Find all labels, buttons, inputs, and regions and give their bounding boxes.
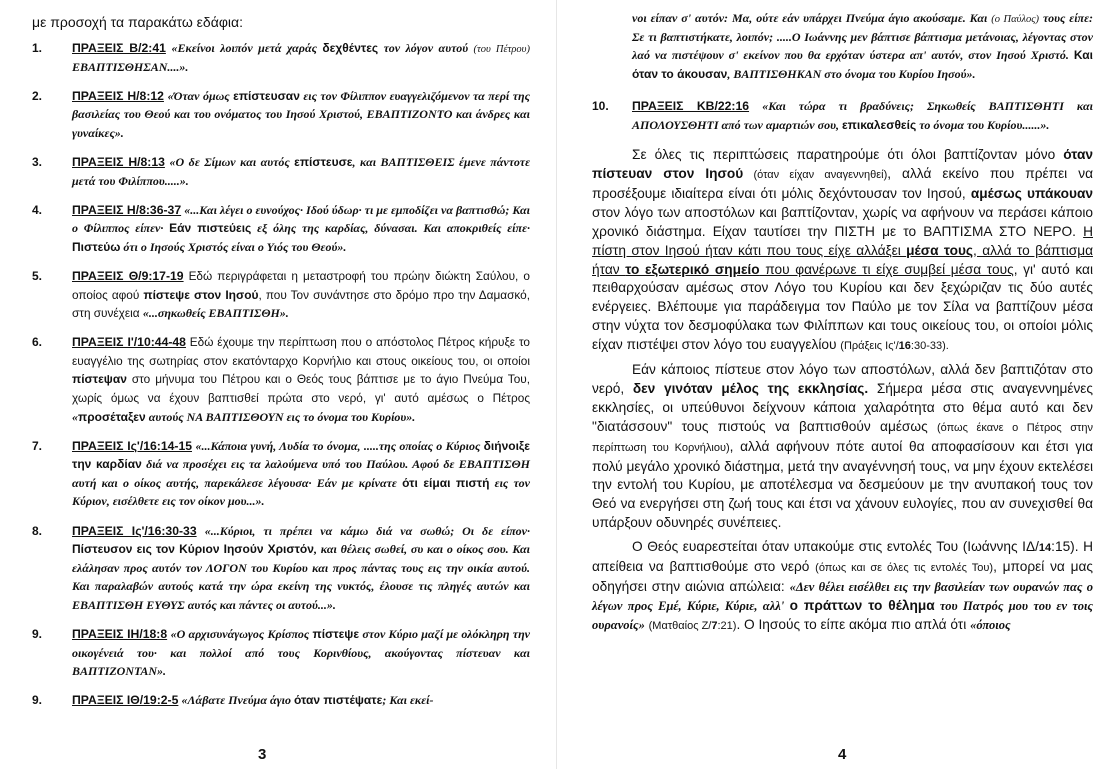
verse-item xyxy=(32,202,530,258)
scripture-reference: ΠΡΑΞΕΙΣ ΙΘ/19:2-5 xyxy=(72,693,179,708)
text-run: 7 xyxy=(711,619,718,632)
text-run: «...σηκωθείς ΕΒΑΠΤΙΣΘΗ». xyxy=(142,306,289,321)
body-paragraph xyxy=(592,146,1093,356)
text-run: (όπως έκανε ο Πέτρος στην περίπτωση του Κορνήλιου) xyxy=(592,421,1093,454)
verse-continuation xyxy=(592,10,1093,84)
verse-number: 6. xyxy=(32,335,43,350)
verse-list xyxy=(32,40,530,711)
scripture-reference: ΠΡΑΞΕΙΣ Θ/9:17-19 xyxy=(72,268,184,283)
text-run: προσέταξεν xyxy=(78,409,146,424)
text-run: «...Και λέγει ο ευνούχος· Ιδού ύδωρ· τι με εμποδίζει να βαπτισθώ; Και ο Φίλιππος είπεν· xyxy=(72,202,530,236)
text-run: «Όταν όμως xyxy=(167,88,234,103)
text-run: , που Τον συνάντησε στο δρόμο προ την Δαμασκό, στη συνέχεια xyxy=(72,287,530,321)
text-run: «Δεν θέλει εισέλθει εις την βασιλείαν των ουρανών πας ο λέγων προς Εμέ, Κύριε, Κύριε, αλλ' xyxy=(592,580,1093,613)
text-run: μέσα τους xyxy=(906,242,974,258)
text-run: όταν πιστέψατε xyxy=(293,693,383,708)
scripture-reference: ΠΡΑΞΕΙΣ Ις'/16:30-33 xyxy=(72,523,197,538)
text-run: , αλλά εκείνο που πρέπει να προσέξουμε ιδιαίτερα είναι ότι μόλις δεχόντουσαν τον Ιησού, xyxy=(592,165,1093,201)
verse-text xyxy=(72,88,530,144)
verse-text xyxy=(72,40,530,77)
text-run: αυτούς ΝΑ ΒΑΠΤΙΣΘΟΥΝ εις το όνομα του Κυρίου». xyxy=(145,409,416,424)
text-run: πίστεψαν xyxy=(72,372,127,387)
scripture-reference: ΠΡΑΞΕΙΣ ΚΒ/22:16 xyxy=(632,99,750,114)
text-run: Πιστεύω xyxy=(72,239,121,254)
text-run: (του Πέτρου) xyxy=(473,44,530,55)
text-run: του Πατρός μου του εν τοις ουρανοίς» xyxy=(592,598,1093,632)
verse-number: 5. xyxy=(32,268,43,283)
verse-item xyxy=(32,692,530,711)
verse-item xyxy=(32,523,530,616)
text-run: «Και τώρα τι βραδύνεις; Σηκωθείς ΒΑΠΤΙΣΘΗΤΙ και ΑΠΟΛΟΥΣΘΗΤΙ από των αμαρτιών σου, xyxy=(632,99,1093,132)
page-number: 4 xyxy=(838,746,847,763)
verse-text xyxy=(72,523,530,616)
verse-item xyxy=(32,268,530,324)
text-run: το εξωτερικό σημείο xyxy=(625,261,760,277)
verse-number: 2. xyxy=(32,88,43,103)
text-run: Εάν κάποιος πίστευε στον λόγο των αποστόλων, αλλά δεν βαπτιζόταν στο νερό, xyxy=(592,362,1093,396)
text-run: στον λόγο των αποστόλων και βαπτίζονταν, χωρίς να αφήνουν να περάσει κάποιο χρονικό διάστημα. Είχαν ταυτίσει την ΠΙΣΤΗ με το ΒΑΠΤΙΣΜΑ ΣΤΟ ΝΕΡΟ. xyxy=(592,204,1093,239)
verse-item xyxy=(32,88,530,144)
text-run: (όταν είχαν αναγεννηθεί) xyxy=(743,168,888,181)
text-run: που φανέρωνε τι είχε συμβεί μέσα τους xyxy=(759,261,1014,277)
body-text xyxy=(592,146,1093,636)
verse-item xyxy=(32,154,530,191)
verse-number: 7. xyxy=(32,438,43,453)
verse-item xyxy=(32,334,530,427)
verse-item xyxy=(32,626,530,682)
body-paragraph xyxy=(592,538,1093,636)
intro-line: με προσοχή τα παρακάτω εδάφια: xyxy=(32,14,243,30)
text-run: «Λάβατε Πνεύμα άγιο xyxy=(181,693,294,708)
text-run: . Ο Ιησούς το είπε ακόμα πιο απλά ότι xyxy=(736,616,971,632)
text-run: Ο Θεός ευαρεστείται όταν υπακούμε στις εντολές Του (Ιωάννης ΙΔ/ xyxy=(632,539,1039,555)
body-paragraph xyxy=(592,361,1093,533)
text-run: αμέσως υπάκουαν xyxy=(970,185,1093,201)
verse-list xyxy=(592,98,1093,135)
text-run: , γι' αυτό και πειθαρχούσαν αμέσως στον Λόγο του Κυρίου και δεν ξεχώριζαν τις δύο αυτές ενέργειες. Βλέπουμε για παράδειγμα τον Παύλο με τον Σίλα να βαπτίζουν μέσα στην νύχτα τον δεσμοφύλακα των Φιλίππων και τους οικείους του, οι οποίοι μόλις είχαν πιστέψει στον λόγο του ευαγγελίου xyxy=(592,261,1094,353)
text-run: , αλλά αφήνουν πότε αυτοί θα αποφασίσουν και έτσι για πολύ μεγάλο χρονικό διάστημα, μετά την αναγέννησή τους, να μην έχουν εκτελέσει την εντολή του Κυρίου, με αποτέλεσμα να δεσμεύουν με την ανυπακοή τους τον Θεό να ενεργήσει στη ζωή τους και έτσι να χάνουν ευλογίες, που αν συνεχισθεί θα υπάρξουν οδυνηρές συνέπειες. xyxy=(592,438,1093,531)
text-run: , και θέλεις σωθεί, συ και ο οίκος σου. Και ελάλησαν προς αυτόν τον ΛΟΓΟΝ του Κυρίου και προς πάντας τους εις την οικία αυτού. Και παραλαβών αυτούς κατά την ώρα εκείνη της νυκτός, έλουσε τις πληγές αυτών και ΕΒΑΠΤΙΣΘΗ ΕΥΘΥΣ αυτός και πάντες οι αυτού...». xyxy=(72,542,530,612)
text-run: Σήμερα μέσα στις αναγεννημένες εκκλησίες, οι υπεύθυνοι δείχνουν κάποια χαλαρότητα στο θέμα αυτό και δεν "διατάσσουν" τους πιστούς να βαπτισθούν αμέσως xyxy=(592,380,1093,434)
scripture-reference: ΠΡΑΞΕΙΣ ΙΗ/18:8 xyxy=(72,627,168,642)
verse-text xyxy=(72,692,530,711)
text-run: Εδώ έχουμε την περίπτωση που ο απόστολος Πέτρος κήρυξε το ευαγγέλιο της σωτηρίας στον εκατόνταρχο Κορνήλιο και στους οικείους του, οι οποίοι xyxy=(72,335,530,368)
scripture-reference: ΠΡΑΞΕΙΣ Ι'/10:44-48 xyxy=(72,335,186,350)
text-run: Η πίστη στον Ιησού ήταν κάτι που τους είχε αλλάξει xyxy=(592,223,1093,258)
text-run: τον λόγον αυτού xyxy=(378,41,474,55)
text-run: (Ματθαίος Ζ/ xyxy=(648,619,712,632)
verse-number: 4. xyxy=(32,202,43,217)
text-run: , μπορεί να μας οδηγήσει στην αιώνια απώλεια: xyxy=(592,559,1093,594)
text-run: Σε όλες τις περιπτώσεις παρατηρούμε ότι όλοι βαπτίζονταν μόνο xyxy=(632,147,1064,163)
text-run: διά να προσέχει εις τα λαλούμενα υπό του Παύλου. Αφού δε ΕΒΑΠΤΙΣΘΗ αυτή και ο οίκος αυτής, παρεκάλεσε λέγουσα· Εάν με κρίνατε xyxy=(72,457,530,490)
text-run: πίστεψε xyxy=(312,627,360,642)
right-page xyxy=(572,0,1115,769)
verse-item xyxy=(32,40,530,77)
verse-text xyxy=(72,202,530,258)
scripture-reference: ΠΡΑΞΕΙΣ Η/8:12 xyxy=(72,88,164,103)
text-run: (όπως και σε όλες τις εντολές Του) xyxy=(815,562,994,575)
text-run: ότι είμαι πιστή xyxy=(402,475,490,490)
verse-text xyxy=(72,626,530,682)
verse-text xyxy=(72,268,530,324)
scripture-reference: ΠΡΑΞΕΙΣ Ις'/16:14-15 xyxy=(72,438,192,453)
text-run: Και όταν το άκουσαν xyxy=(632,48,1093,81)
text-run: ; Και εκεί- xyxy=(382,693,434,708)
text-run: όταν πίστευαν στον Ιησού xyxy=(592,147,1093,181)
text-run: , ΒΑΠΤΙΣΘΗΚΑΝ στο όνομα του Κυρίου Ιησού». xyxy=(727,66,976,81)
verse-number: 3. xyxy=(32,154,43,169)
left-page xyxy=(0,0,548,769)
verse-text xyxy=(72,438,530,512)
text-run: το όνομα του Κυρίου......». xyxy=(916,117,1050,132)
text-run: δεχθέντες xyxy=(322,41,379,55)
text-run: «Ο δε Σίμων και αυτός xyxy=(169,154,295,169)
verse-text xyxy=(632,98,1093,135)
text-run: διήνοιξε την καρδίαν xyxy=(72,438,530,472)
verse-number: 10. xyxy=(592,99,609,114)
text-run: (Πράξεις Ις'/ xyxy=(840,340,899,353)
text-run: δεν γινόταν μέλος της εκκλησίας. xyxy=(632,380,869,396)
verse-item xyxy=(32,438,530,512)
text-run: επικαλεσθείς xyxy=(841,117,917,132)
text-run: τους είπε: Σε τι βαπτιστήκατε, λοιπόν; .....Ο Ιωάννης μεν βάπτισε βάπτισμα μετάνοιας, λέγοντας στον λαό να πιστέψουν σ' εκείνον που θα ερχόταν ύστερα απ' αυτόν, στον Ιησού Χριστό. xyxy=(632,11,1094,63)
text-run: , και ΒΑΠΤΙΣΘΕΙΣ έμενε πάντοτε μετά του Φιλίππου.....». xyxy=(72,154,530,188)
text-run: «Ο αρχισυνάγωγος Κρίσπος xyxy=(170,627,313,642)
scripture-reference: ΠΡΑΞΕΙΣ Η/8:13 xyxy=(72,154,165,169)
text-run: Εδώ περιγράφεται η μεταστροφή του πρώην διώκτη Σαύλου, ο οποίος αφού xyxy=(72,268,530,302)
text-run: (ο Παύλος) xyxy=(991,14,1040,25)
text-run: εξ όλης της καρδίας, δύνασαι. Και αποκριθείς είπε· xyxy=(251,221,530,236)
text-run: στο μήνυμα του Πέτρου και ο Θεός τους βάπτισε με το άγιο Πνεύμα Του, χωρίς όμως να έχουν βαπτισθεί πρώτα στο νερό, γι' αυτό αμέσως ο Πέτρος xyxy=(72,372,530,405)
text-run: :15). Η απείθεια να βαπτισθούμε στο νερό xyxy=(592,539,1093,575)
verse-number: 9. xyxy=(32,693,43,708)
page-number: 3 xyxy=(258,746,267,763)
verse-item xyxy=(592,98,1093,135)
page-divider xyxy=(556,0,557,769)
text-run: επίστευσε xyxy=(294,154,353,169)
text-run: εις τον Φίλιππον ευαγγελιζόμενον τα περί της βασιλείας του Θεού και του ονόματος του Ιησού Χριστού, ΕΒΑΠΤΙΖΟΝΤΟ και άνδρες και γυναίκες». xyxy=(72,88,530,140)
text-run: πίστεψε στον Ιησού xyxy=(143,287,259,302)
text-run: ο πράττων το θέλημα xyxy=(789,597,935,613)
text-run: :21) xyxy=(717,619,737,632)
verse-number: 1. xyxy=(32,41,43,55)
text-run: «όποιος xyxy=(970,617,1011,632)
text-run: ΕΒΑΠΤΙΣΘΗΣΑΝ....». xyxy=(72,59,189,74)
scripture-reference: ΠΡΑΞΕΙΣ Β/2:41 xyxy=(72,41,166,55)
text-run: , αλλά το βάπτισμα ήταν xyxy=(592,242,1093,277)
text-run: «...Κύριοι, τι πρέπει να κάμω διά να σωθώ; Οι δε είπον· xyxy=(204,523,530,538)
verse-text xyxy=(72,334,530,427)
text-run: νοι είπαν σ' αυτόν: Μα, ούτε εάν υπάρχει Πνεύμα άγιο ακούσαμε. Και xyxy=(632,11,992,25)
text-run: :30-33). xyxy=(910,340,949,353)
text-run: «...Κάποια γυνή, Λυδία το όνομα, .....της οποίας ο Κύριος xyxy=(195,438,484,453)
text-run: 16 xyxy=(898,340,911,353)
verse-text xyxy=(72,154,530,191)
text-run: ότι ο Ιησούς Χριστός είναι ο Υιός του Θεού». xyxy=(120,239,347,254)
text-run: εις τον Κύριον, εισέλθετε εις τον οίκον μου...». xyxy=(72,475,531,509)
text-run: επίστευσαν xyxy=(233,88,300,103)
verse-number: 9. xyxy=(32,627,43,642)
text-run: Εάν πιστεύεις xyxy=(169,221,252,236)
text-run: « xyxy=(72,409,78,424)
text-run: Πίστευσον εις τον Κύριον Ιησούν Χριστόν xyxy=(72,542,314,557)
text-run: 14 xyxy=(1038,542,1052,555)
scripture-reference: ΠΡΑΞΕΙΣ Η/8:36-37 xyxy=(72,202,182,217)
text-run: στον Κύριο μαζί με ολόκληρη την οικογένειά του· και πολλοί από τους Κορινθίους, ακούγοντας πίστευαν και ΒΑΠΤΙΖΟΝΤΑΝ». xyxy=(72,627,530,679)
verse-number: 8. xyxy=(32,523,43,538)
text-run: «Εκείνοι λοιπόν μετά χαράς xyxy=(171,41,323,55)
